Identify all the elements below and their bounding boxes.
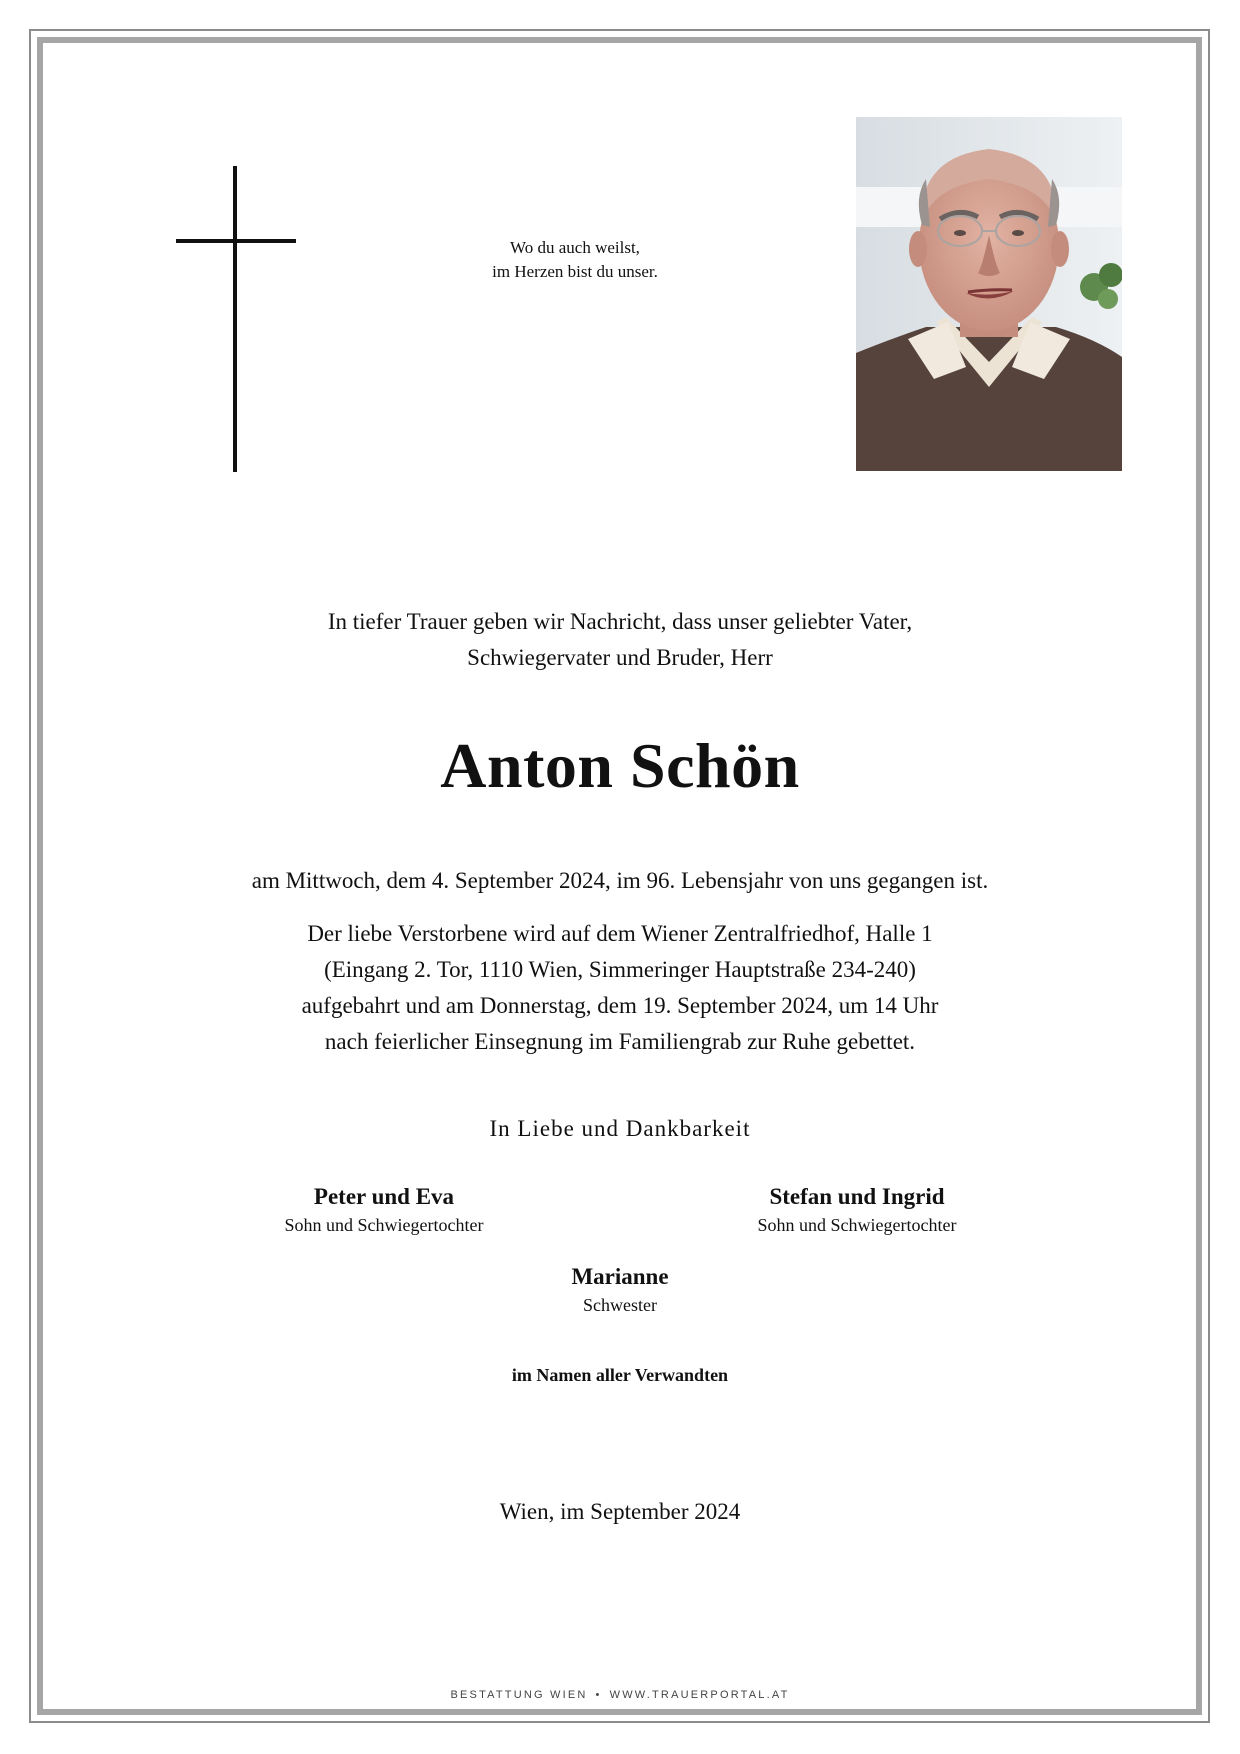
funeral-line-4: nach feierlicher Einsegnung im Familiengrab zur Ruhe gebettet. [324, 1029, 916, 1054]
portrait-illustration [856, 117, 1122, 471]
mourner-name: Peter und Eva [313, 1184, 455, 1209]
announcement-intro [0, 604, 1240, 676]
motto [420, 236, 730, 284]
footer [0, 1687, 1240, 1703]
funeral-details [0, 916, 1240, 1060]
mourner-relation: Sohn und Schwiegertochter [284, 1215, 484, 1235]
date-of-death: am Mittwoch, dem 4. September 2024, im 96. Lebensjahr von uns gegangen ist. [251, 868, 989, 893]
motto-line-1: Wo du auch weilst, [510, 238, 640, 257]
mourner-name: Stefan und Ingrid [769, 1184, 945, 1209]
funeral-line-2: (Eingang 2. Tor, 1110 Wien, Simmeringer Hauptstraße 234-240) [324, 957, 916, 982]
mourner-stefan-und-ingrid [677, 1182, 1037, 1238]
place-and-date: Wien, im September 2024 [499, 1499, 741, 1524]
intro-line-2: Schwiegervater und Bruder, Herr [467, 645, 773, 670]
footer-brand: BESTATTUNG WIEN [450, 1689, 588, 1701]
cross-icon [176, 166, 296, 472]
intro-line-1: In tiefer Trauer geben wir Nachricht, dass unser geliebter Vater, [327, 609, 913, 634]
deceased-name: Anton Schön [440, 730, 800, 801]
mourner-peter-und-eva [204, 1182, 564, 1238]
closing-phrase: In Liebe und Dankbarkeit [489, 1116, 751, 1141]
mourner-marianne [440, 1262, 800, 1318]
mourner-relation: Sohn und Schwiegertochter [757, 1215, 957, 1235]
funeral-line-3: aufgebahrt und am Donnerstag, dem 19. September 2024, um 14 Uhr [301, 993, 939, 1018]
footer-website-link[interactable]: WWW.TRAUERPORTAL.AT [609, 1689, 790, 1701]
mourner-relation: Schwester [583, 1295, 657, 1315]
motto-line-2: im Herzen bist du unser. [492, 262, 658, 281]
on-behalf-note: im Namen aller Verwandten [511, 1365, 729, 1385]
funeral-line-1: Der liebe Verstorbene wird auf dem Wiener Zentralfriedhof, Halle 1 [307, 921, 933, 946]
footer-separator: • [595, 1689, 602, 1701]
portrait-photo [856, 117, 1122, 471]
mourner-name: Marianne [571, 1264, 669, 1289]
